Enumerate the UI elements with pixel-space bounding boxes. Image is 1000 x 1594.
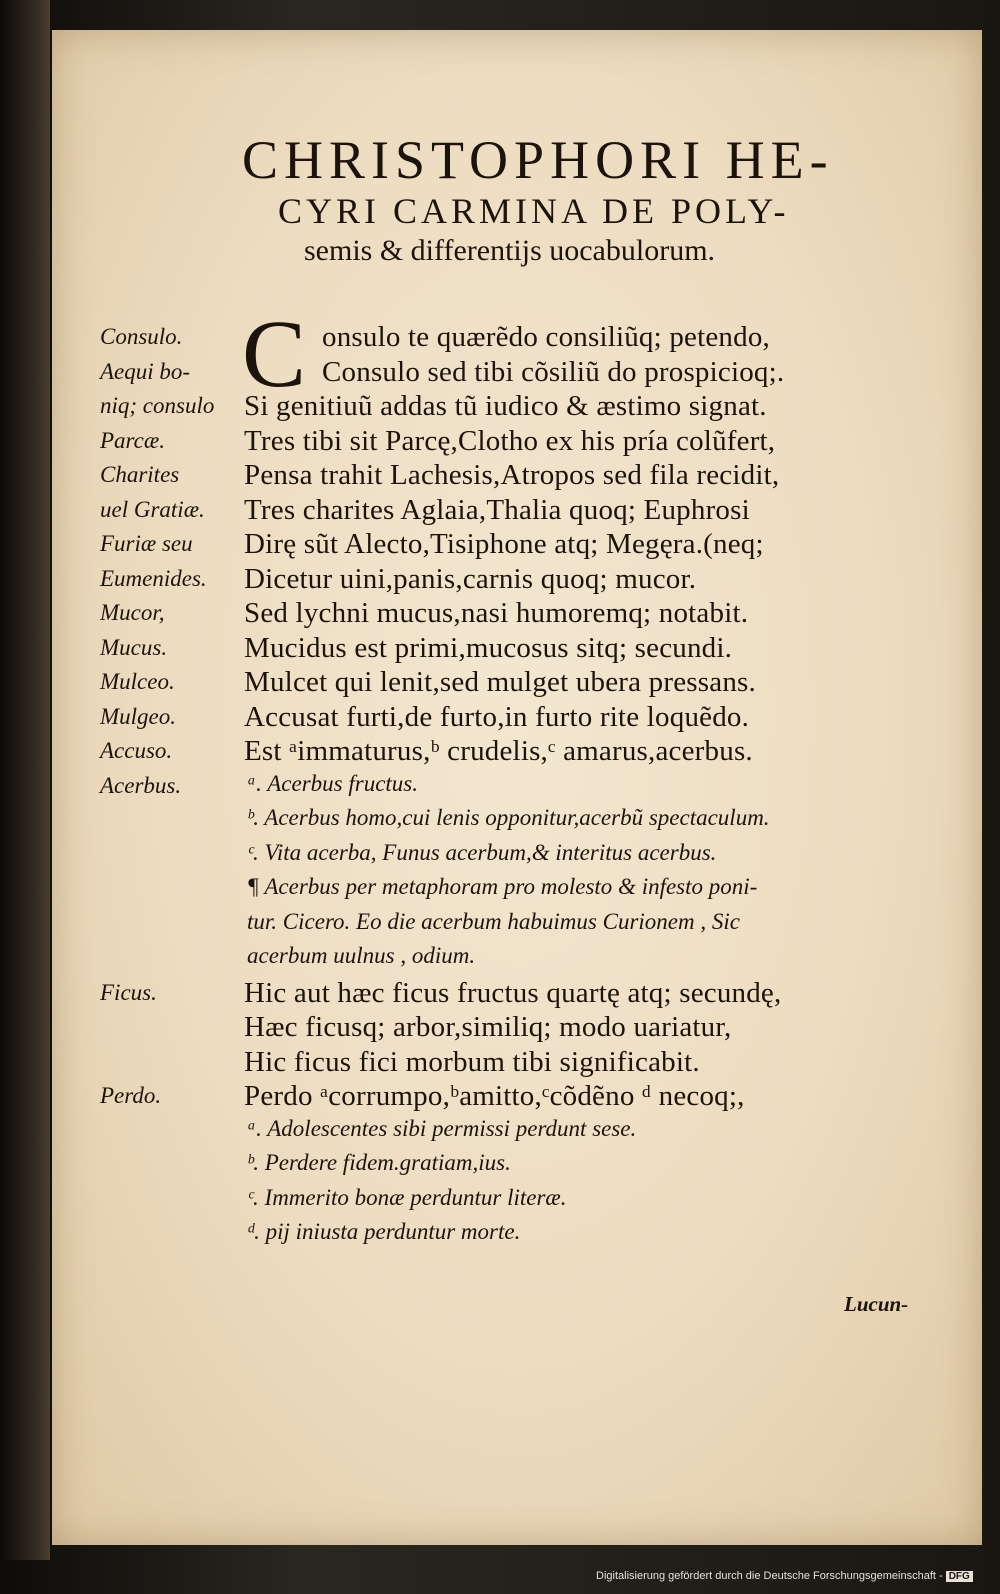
verse-line: Hic ficus fici morbum tibi significabit. <box>244 1045 700 1078</box>
credit-text: Digitalisierung gefördert durch die Deutsche Forschungsgemeinschaft - <box>596 1570 943 1582</box>
text-line <box>52 1079 982 1113</box>
verse-line: Tres charites Aglaia,Thalia quoq; Euphrosi <box>244 493 750 526</box>
book-spine <box>0 0 50 1560</box>
example-note: ᵇ. Perdere fidem.gratiam,ius. <box>247 1150 511 1175</box>
text-line <box>52 769 982 803</box>
text-line <box>52 493 982 527</box>
example-note: ¶ Acerbus per metaphoram pro molesto & infesto poni- <box>247 874 758 899</box>
margin-keyword: Ficus. <box>100 979 157 1005</box>
text-line <box>52 320 982 354</box>
margin-keyword: Accuso. <box>100 738 173 763</box>
page-title <box>242 130 982 270</box>
verse-line: Est ᵃimmaturus,ᵇ crudelis,ᶜ amarus,acerbus. <box>244 735 753 767</box>
text-line <box>52 872 982 906</box>
book-page <box>52 30 982 1545</box>
text-line <box>52 458 982 492</box>
text-line <box>52 631 982 665</box>
verse-line: Dirę sũt Alecto,Tisiphone atq; Megęra.(neq; <box>244 528 764 560</box>
verse-line: Sed lychni mucus,nasi humoremq; notabit. <box>244 597 749 629</box>
margin-keyword: Furiæ seu <box>100 531 193 556</box>
example-note: ᵇ. Acerbus homo,cui lenis opponitur,acerbũ spectaculum. <box>247 805 770 830</box>
text-line <box>52 1010 982 1044</box>
verse-line: onsulo te quærẽdo consiliũq; petendo, <box>322 321 770 353</box>
text-line <box>52 1045 982 1079</box>
verse-line: Tres tibi sit Parcę,Clotho ex his pría colũfert, <box>244 424 776 457</box>
margin-keyword: Eumenides. <box>100 565 207 591</box>
verse-line: Pensa trahit Lachesis,Atropos sed fila recidit, <box>244 459 780 491</box>
verse-line: Perdo ᵃcorrumpo,ᵇamitto,ᶜcõdẽno ᵈ necoq;, <box>244 1080 745 1112</box>
margin-keyword: Charites <box>100 462 180 487</box>
text-line <box>52 562 982 596</box>
margin-keyword: Parcæ. <box>100 427 165 453</box>
text-line <box>52 907 982 941</box>
verse-line: Dicetur uini,panis,carnis quoq; mucor. <box>244 562 697 595</box>
text-line <box>52 803 982 837</box>
margin-keyword: Mucus. <box>100 634 168 660</box>
verse-line: Mucidus est primi,mucosus sitq; secundi. <box>244 631 733 664</box>
text-line <box>52 1217 982 1251</box>
text-line <box>52 596 982 630</box>
text-line <box>52 665 982 699</box>
text-line <box>52 424 982 458</box>
margin-keyword: Mulgeo. <box>100 703 177 729</box>
drop-cap-initial: C <box>242 300 307 407</box>
text-line <box>52 1114 982 1148</box>
text-line <box>52 1183 982 1217</box>
margin-keyword: Mucor, <box>100 600 165 625</box>
example-note: ᵃ. Adolescentes sibi permissi perdunt sese. <box>247 1115 637 1141</box>
verse-line: Hic aut hæc ficus fructus quartę atq; secundę, <box>244 976 782 1009</box>
example-note: ᶜ. Immerito bonæ perduntur literæ. <box>247 1184 567 1210</box>
dfg-logo: DFG <box>946 1571 973 1582</box>
margin-keyword: niq; consulo <box>100 393 215 418</box>
margin-keyword: Mulceo. <box>100 669 175 694</box>
margin-keyword: uel Gratiæ. <box>100 496 205 522</box>
margin-keyword: Perdo. <box>100 1083 162 1108</box>
title-line-2: CYRI CARMINA DE POLY- <box>278 191 790 231</box>
text-line <box>52 1148 982 1182</box>
text-line <box>52 734 982 768</box>
example-note: ᵈ. pij iniusta perduntur morte. <box>247 1219 521 1244</box>
digitization-credit <box>596 1570 973 1582</box>
example-note: tur. Cicero. Eo die acerbum habuimus Curionem , Sic <box>247 908 740 934</box>
text-line <box>52 941 982 975</box>
margin-keyword: Consulo. <box>100 324 183 349</box>
margin-keyword: Acerbus. <box>100 772 182 798</box>
title-line-1: CHRISTOPHORI HE- <box>242 130 834 190</box>
example-note: ᵃ. Acerbus fructus. <box>247 770 419 796</box>
text-line <box>52 389 982 423</box>
text-line <box>52 355 982 389</box>
verse-line: Si genitiuũ addas tũ iudico & æstimo signat. <box>244 390 767 422</box>
margin-keyword: Aequi bo- <box>100 358 191 384</box>
catchword: Lucun- <box>844 1292 909 1316</box>
text-line <box>52 976 982 1010</box>
text-line <box>52 527 982 561</box>
verse-line: Hæc ficusq; arbor,similiq; modo uariatur, <box>244 1011 732 1043</box>
verse-line: Accusat furti,de furto,in furto rite loquẽdo. <box>244 700 750 733</box>
verse-line: Consulo sed tibi cõsiliũ do prospicioq;. <box>322 355 785 388</box>
verse-line: Mulcet qui lenit,sed mulget ubera pressans. <box>244 666 756 698</box>
title-line-3: semis & differentijs uocabulorum. <box>304 234 716 267</box>
example-note: ᶜ. Vita acerba, Funus acerbum,& interitus acerbus. <box>247 839 717 865</box>
text-line <box>52 838 982 872</box>
example-note: acerbum uulnus , odium. <box>247 943 476 968</box>
text-line <box>52 700 982 734</box>
